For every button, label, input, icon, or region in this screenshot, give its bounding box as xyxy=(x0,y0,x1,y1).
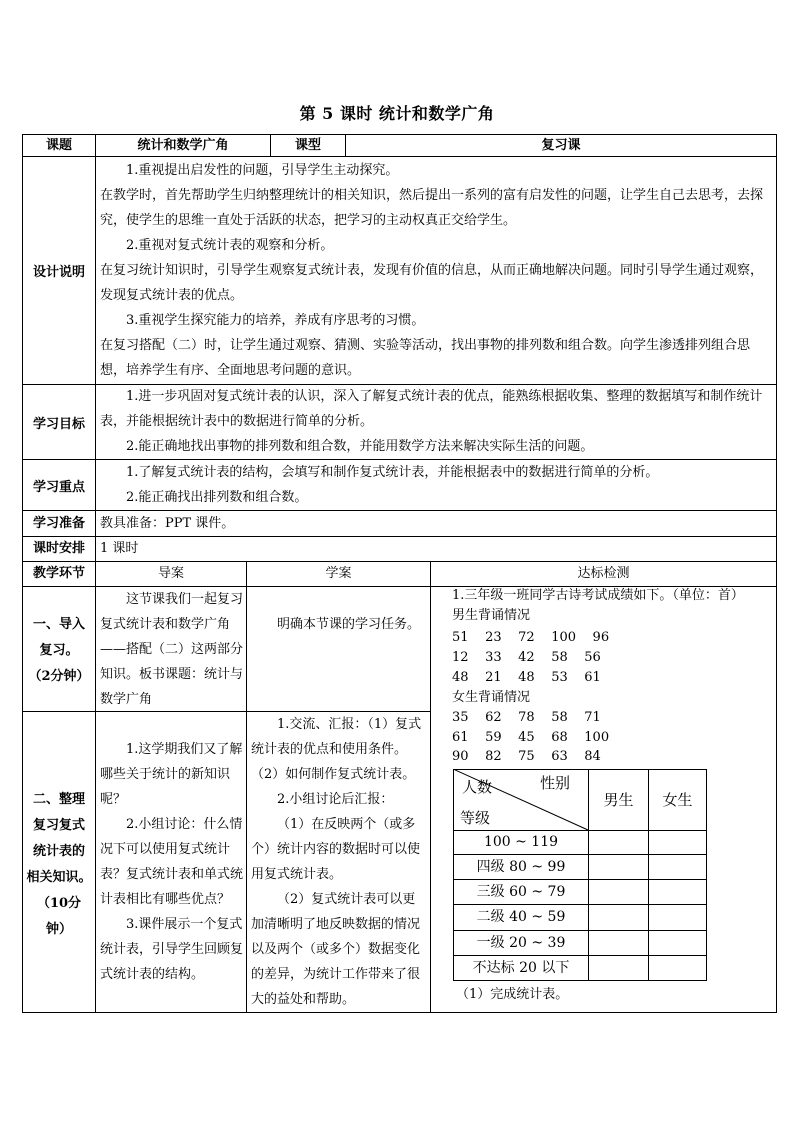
design-notes xyxy=(100,158,772,384)
goal-item: 2.能正确地找出事物的排列数和组合数，并能用数学方法来解决实际生活的问题。 xyxy=(126,439,594,454)
col-study: 学案 xyxy=(325,566,352,581)
step2-study-para: （2）复式统计表可以更加清晰明了地反映数据的情况以及两个（或多个）数据变化的差异，为统计工作带来了很大的益处和帮助。 xyxy=(251,892,421,1007)
step1-guide-text: 这节课我们一起复习复式统计表和数学广角——搭配（二）这两部分知识。板书课题：统计与数学广角 xyxy=(100,592,243,707)
step2-guide xyxy=(100,737,243,1011)
level-row: 100 ~ 119 xyxy=(483,834,559,850)
boys-row: 48 21 48 53 61 xyxy=(452,670,601,685)
girls-row: 61 59 45 68 100 xyxy=(452,730,610,745)
col-test: 达标检测 xyxy=(577,566,630,581)
step2-label-line: 二、整理 xyxy=(32,792,85,807)
design-para: 在教学时，首先帮助学生归纳整理统计的相关知识，然后提出一系列的富有启发性的问题，让学生自己去思考，去探究，使学生的思维一直处于活跃的状态，把学习的主动权真正交给学生。 xyxy=(100,188,764,228)
step2-guide-para: 1.这学期我们又了解哪些关于统计的新知识呢？ xyxy=(100,742,243,807)
level-row: 一级 20 ~ 39 xyxy=(476,935,566,951)
label-schedule: 课时安排 xyxy=(32,541,85,556)
step1-label-line: 一、导入 xyxy=(32,617,85,632)
step2-study-para: 2.小组讨论后汇报： xyxy=(277,792,394,807)
boys-label: 男生背诵情况 xyxy=(452,608,531,623)
page-title: 第 5 课时 统计和数学广角 xyxy=(299,104,495,123)
label-lesson: 课题 xyxy=(45,138,72,153)
boys-row: 51 23 72 100 96 xyxy=(452,630,610,645)
level-row: 不达标 20 以下 xyxy=(472,960,570,976)
prep-value: 教具准备：PPT 课件。 xyxy=(100,516,235,531)
focus-item: 1.了解复式统计表的结构，会填写和制作复式统计表，并能根据表中的数据进行简单的分析。 xyxy=(126,465,659,480)
design-para: 在复习统计知识时，引导学生观察复式统计表，发现有价值的信息，从而正确地解决问题。同时引导学生通过观察，发现复式统计表的优点。 xyxy=(100,263,764,303)
label-goals: 学习目标 xyxy=(32,416,85,432)
step1-label-line: （2分钟） xyxy=(28,669,90,684)
goal-item: 1.进一步巩固对复式统计表的认识，深入了解复式统计表的优点，能熟练根据收集、整理的数据填写和制作统计表，并能根据统计表中的数据进行简单的分析。 xyxy=(100,389,763,429)
test-intro: 1.三年级一班同学古诗考试成绩如下。（单位：首） xyxy=(452,588,744,603)
label-focus: 学习重点 xyxy=(32,479,85,495)
step2-study xyxy=(251,712,428,1011)
col-boys: 男生 xyxy=(603,791,634,809)
step1-label-line: 复习。 xyxy=(39,643,79,658)
label-type: 课型 xyxy=(294,138,321,153)
corner-gender: 性别 xyxy=(540,774,571,792)
level-row: 三级 60 ~ 79 xyxy=(476,884,566,900)
lesson-value: 统计和数学广角 xyxy=(137,138,229,153)
step2-study-para: （1）在反映两个（或多个）统计内容的数据时可以使用复式统计表。 xyxy=(251,817,421,882)
corner-people: 人数 xyxy=(462,778,493,796)
step1-label xyxy=(23,612,95,690)
level-row: 四级 80 ~ 99 xyxy=(476,859,566,875)
test-task: （1）完成统计表。 xyxy=(456,987,569,1002)
step1-study xyxy=(251,612,427,637)
girls-label: 女生背诵情况 xyxy=(452,690,531,705)
schedule-value: 1 课时 xyxy=(100,541,139,556)
design-para: 在复习搭配（二）时，让学生通过观察、猜测、实验等活动，找出事物的排列数和组合数。向学生渗透排列组合思想，培养学生有序、全面地思考问题的意识。 xyxy=(100,338,751,378)
girls-row: 90 82 75 63 84 xyxy=(452,749,601,764)
step2-label-line: 钟） xyxy=(45,922,72,937)
design-para: 2.重视对复式统计表的观察和分析。 xyxy=(126,238,334,253)
step2-study-para: 1.交流、汇报：（1）复式统计表的优点和使用条件。（2）如何制作复式统计表。 xyxy=(251,717,422,782)
corner-level: 等级 xyxy=(460,809,491,827)
step2-guide-para: 3.课件展示一个复式统计表，引导学生回顾复式统计表的结构。 xyxy=(100,917,243,982)
step2-label-line: 复习复式 xyxy=(32,818,85,833)
level-row: 二级 40 ~ 59 xyxy=(476,909,566,925)
goals-content xyxy=(100,384,772,459)
focus-content xyxy=(100,460,772,510)
boys-row: 12 33 42 58 56 xyxy=(452,650,601,665)
label-prep: 学习准备 xyxy=(32,516,85,531)
col-guide: 导案 xyxy=(157,566,184,581)
step2-label-line: 相关知识。 xyxy=(26,870,92,885)
step2-label-line: 统计表的 xyxy=(32,844,85,859)
col-step: 教学环节 xyxy=(32,566,85,581)
type-value: 复习课 xyxy=(541,138,581,153)
design-para: 3.重视学生探究能力的培养，养成有序思考的习惯。 xyxy=(126,313,425,328)
focus-item: 2.能正确找出排列数和组合数。 xyxy=(126,490,308,505)
girls-row: 35 62 78 58 71 xyxy=(452,710,601,725)
step2-label-line: （10分 xyxy=(36,896,82,911)
step2-guide-para: 2.小组讨论：什么情况下可以使用复式统计表？复式统计表和单式统计表相比有哪些优点？ xyxy=(100,817,243,907)
step2-label xyxy=(23,787,95,943)
step1-study-text: 明确本节课的学习任务。 xyxy=(277,617,421,632)
design-para: 1.重视提出启发性的问题，引导学生主动探究。 xyxy=(126,163,399,178)
label-design: 设计说明 xyxy=(32,265,85,280)
step1-guide xyxy=(100,587,243,711)
col-girls: 女生 xyxy=(662,791,693,809)
